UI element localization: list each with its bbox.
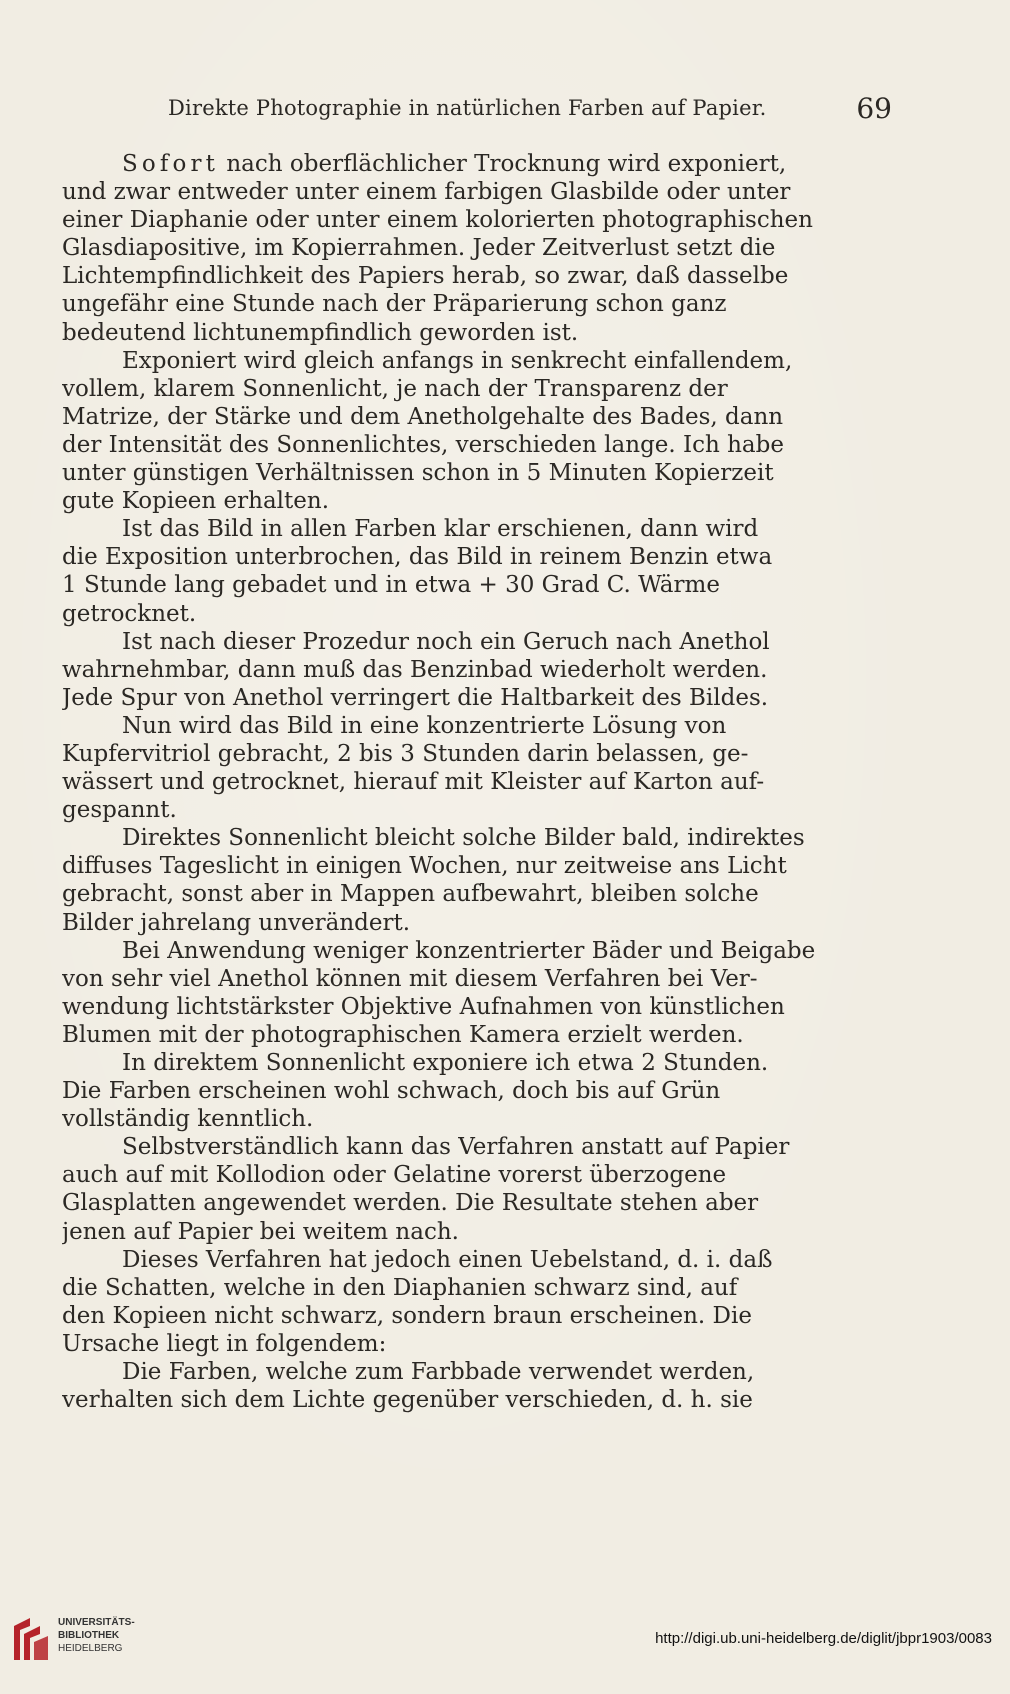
library-line-2: BIBLIOTHEK: [58, 1630, 120, 1641]
text-line: unter günstigen Verhältnissen schon in 5 Minuten Kopierzeit: [62, 460, 774, 487]
text-line: von sehr viel Anethol können mit diesem Verfahren bei Ver-: [62, 965, 758, 992]
running-title: Direkte Photographie in natürlichen Farben auf Papier.: [168, 96, 767, 120]
library-line-1: UNIVERSITÄTS-: [58, 1617, 135, 1628]
text-line: Nun wird das Bild in eine konzentrierte Lösung von: [122, 712, 727, 739]
source-url-link[interactable]: http://digi.ub.uni-heidelberg.de/diglit/jbpr1903/0083: [655, 1630, 992, 1647]
library-emblem-icon: [10, 1616, 52, 1664]
text-line: Dieses Verfahren hat jedoch einen Uebelstand, d. i. daß: [122, 1246, 773, 1273]
text-line: Exponiert wird gleich anfangs in senkrecht einfallendem,: [122, 347, 793, 374]
text-line: Lichtempfindlichkeit des Papiers herab, so zwar, daß dasselbe: [62, 263, 789, 290]
text-line: jenen auf Papier bei weitem nach.: [62, 1218, 459, 1245]
text-line: Ist nach dieser Prozedur noch ein Geruch nach Anethol: [122, 628, 770, 655]
text-line: vollständig kenntlich.: [62, 1106, 314, 1133]
text-line: Kupfervitriol gebracht, 2 bis 3 Stunden darin belassen, ge-: [62, 740, 749, 767]
text-line: die Exposition unterbrochen, das Bild in reinem Benzin etwa: [62, 544, 773, 571]
text-line: Glasdiapositive, im Kopierrahmen. Jeder Zeitverlust setzt die: [62, 235, 776, 262]
text-line: verhalten sich dem Lichte gegenüber verschieden, d. h. sie: [62, 1387, 753, 1414]
text-line: Selbstverständlich kann das Verfahren anstatt auf Papier: [122, 1134, 790, 1161]
text-line: vollem, klarem Sonnenlicht, je nach der Transparenz der: [62, 375, 728, 402]
library-logo[interactable]: [10, 1614, 135, 1666]
text-line: Direktes Sonnenlicht bleicht solche Bilder bald, indirektes: [122, 825, 805, 852]
text-line: gute Kopieen erhalten.: [62, 488, 330, 515]
body-text: [62, 150, 872, 1414]
text-line-1: [62, 150, 872, 178]
text-line: 1 Stunde lang gebadet und in etwa + 30 Grad C. Wärme: [62, 572, 720, 599]
library-name: [58, 1616, 135, 1655]
text-line: die Schatten, welche in den Diaphanien schwarz sind, auf: [62, 1274, 738, 1301]
text-line: und zwar entweder unter einem farbigen Glasbilde oder unter: [62, 179, 791, 206]
text-line: Glasplatten angewendet werden. Die Resultate stehen aber: [62, 1190, 759, 1217]
spaced-first-word: Sofort: [122, 151, 220, 177]
text-line: einer Diaphanie oder unter einem kolorierten photographischen: [62, 207, 813, 234]
text-line: auch auf mit Kollodion oder Gelatine vorerst überzogene: [62, 1162, 727, 1189]
page-number: 69: [856, 92, 892, 125]
text-line: den Kopieen nicht schwarz, sondern braun erscheinen. Die: [62, 1302, 752, 1329]
text-line: Ist das Bild in allen Farben klar erschienen, dann wird: [122, 516, 759, 543]
text-line: wendung lichtstärkster Objektive Aufnahmen von künstlichen: [62, 993, 785, 1020]
text-line: wässert und getrocknet, hierauf mit Kleister auf Karton auf-: [62, 769, 765, 796]
first-line-rest: nach oberflächlicher Trocknung wird exponiert,: [219, 151, 787, 177]
text-line: Die Farben erscheinen wohl schwach, doch bis auf Grün: [62, 1078, 721, 1105]
text-line: getrocknet.: [62, 600, 197, 627]
digitization-footer: [0, 1614, 1010, 1694]
text-line: In direktem Sonnenlicht exponiere ich etwa 2 Stunden.: [122, 1050, 769, 1076]
text-line: wahrnehmbar, dann muß das Benzinbad wiederholt werden.: [62, 656, 768, 683]
text-line: Bilder jahrelang unverändert.: [62, 909, 411, 936]
text-line: bedeutend lichtunempfindlich geworden ist.: [62, 319, 579, 346]
text-line: Bei Anwendung weniger konzentrierter Bäder und Beigabe: [122, 937, 816, 964]
library-line-3: HEIDELBERG: [58, 1643, 123, 1654]
text-line: gebracht, sonst aber in Mappen aufbewahrt, bleiben solche: [62, 881, 759, 908]
text-line: Ursache liegt in folgendem:: [62, 1330, 387, 1357]
text-line: Die Farben, welche zum Farbbade verwendet werden,: [122, 1359, 755, 1386]
text-line: diffuses Tageslicht in einigen Wochen, nur zeitweise ans Licht: [62, 853, 787, 880]
text-line: gespannt.: [62, 797, 177, 824]
text-line: Blumen mit der photographischen Kamera erzielt werden.: [62, 1021, 744, 1048]
text-line: der Intensität des Sonnenlichtes, verschieden lange. Ich habe: [62, 431, 784, 458]
text-line: Matrize, der Stärke und dem Anetholgehalte des Bades, dann: [62, 403, 784, 430]
text-line: Jede Spur von Anethol verringert die Haltbarkeit des Bildes.: [62, 684, 769, 711]
text-line: ungefähr eine Stunde nach der Präparierung schon ganz: [62, 291, 727, 318]
